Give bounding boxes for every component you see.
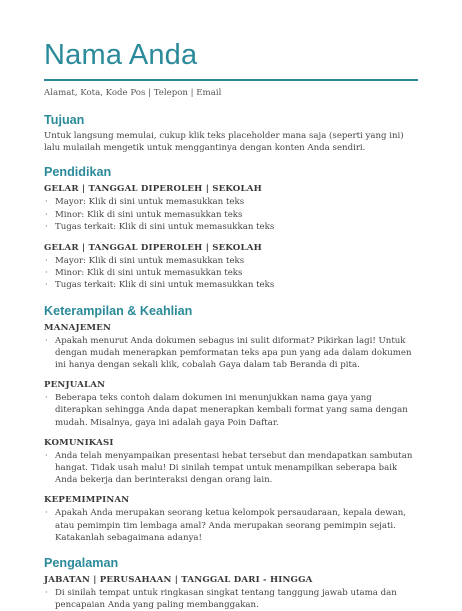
education-entry [44,242,418,292]
list-item[interactable]: · Tugas terkait: Klik di sini untuk memasukkan teks [44,221,418,233]
list-item[interactable]: · Beberapa teks contoh dalam dokumen ini menunjukkan nama gaya yang diterapkan sehingga Anda dapat menerapkan kembali format yang sama dengan mudah. Misalnya, gaya ini adalah gaya Poin Daftar. [44,392,418,429]
contact-line[interactable]: Alamat, Kota, Kode Pos | Telepon | Email [44,88,222,98]
skill-heading[interactable]: KEPEMIMPINAN [44,495,130,506]
skill-details [44,335,418,372]
education-heading[interactable]: GELAR | TANGGAL DIPEROLEH | SEKOLAH [44,243,262,254]
education-details [44,255,418,292]
section-pengalaman [44,555,418,611]
skill-group [44,322,418,372]
skill-group [44,379,418,429]
experience-heading[interactable]: JABATAN | PERUSAHAAN | TANGGAL DARI - HINGGA [44,575,313,586]
skill-heading[interactable]: KOMUNIKASI [44,437,114,448]
section-keterampilan [44,303,418,544]
skill-details [44,450,418,487]
section-tujuan [44,112,418,154]
skill-details [44,507,418,544]
list-item[interactable]: · Minor: Klik di sini untuk memasukkan teks [44,209,418,221]
list-item[interactable]: · Anda telah menyampaikan presentasi hebat tersebut dan mendapatkan sambutan hangat. Tidak usah malu! Di sinilah tempat untuk menampilkan seberapa baik Anda bekerja dan berinteraksi dengan orang lain. [44,450,418,487]
skill-group [44,437,418,487]
list-item[interactable]: · Tugas terkait: Klik di sini untuk memasukkan teks [44,279,418,291]
skill-heading[interactable]: MANAJEMEN [44,322,112,333]
education-heading[interactable]: GELAR | TANGGAL DIPEROLEH | SEKOLAH [44,184,262,195]
section-title-pengalaman: Pengalaman [44,556,119,571]
list-item[interactable]: · Di sinilah tempat untuk ringkasan singkat tentang tanggung jawab utama dan pencapaian Anda yang paling membanggakan. [44,587,418,611]
education-entry [44,183,418,233]
experience-details [44,587,418,611]
list-item[interactable]: · Apakah Anda merupakan seorang ketua kelompok persaudaraan, kepala dewan, atau pemimpin tim lembaga amal? Anda merupakan seorang pemimpin sejati. Katakanlah sebagaimana adanya! [44,507,418,544]
list-item[interactable]: · Minor: Klik di sini untuk memasukkan teks [44,267,418,279]
header-divider [44,79,418,81]
list-item[interactable]: · Apakah menurut Anda dokumen sebagus ini sulit diformat? Pikirkan lagi! Untuk dengan mudah menerapkan pemformatan teks apa pun yang ada dalam dokumen ini hanya dengan sekali klik, cobalah Gaya dalam tab Beranda di pita. [44,335,418,372]
resume-name[interactable]: Nama Anda [44,39,198,71]
skill-group [44,494,418,544]
skill-details [44,392,418,429]
skill-heading[interactable]: PENJUALAN [44,380,106,391]
list-item[interactable]: · Mayor: Klik di sini untuk memasukkan teks [44,196,418,208]
tujuan-text[interactable]: Untuk langsung memulai, cukup klik teks placeholder mana saja (seperti yang ini) lalu mulailah mengetik untuk menggantinya dengan konten Anda sendiri. [44,131,404,154]
education-details [44,196,418,233]
section-pendidikan [44,164,418,291]
section-title-pendidikan: Pendidikan [44,165,112,180]
section-title-tujuan: Tujuan [44,113,85,127]
section-title-keterampilan: Keterampilan & Keahlian [44,303,193,318]
list-item[interactable]: · Mayor: Klik di sini untuk memasukkan teks [44,255,418,267]
